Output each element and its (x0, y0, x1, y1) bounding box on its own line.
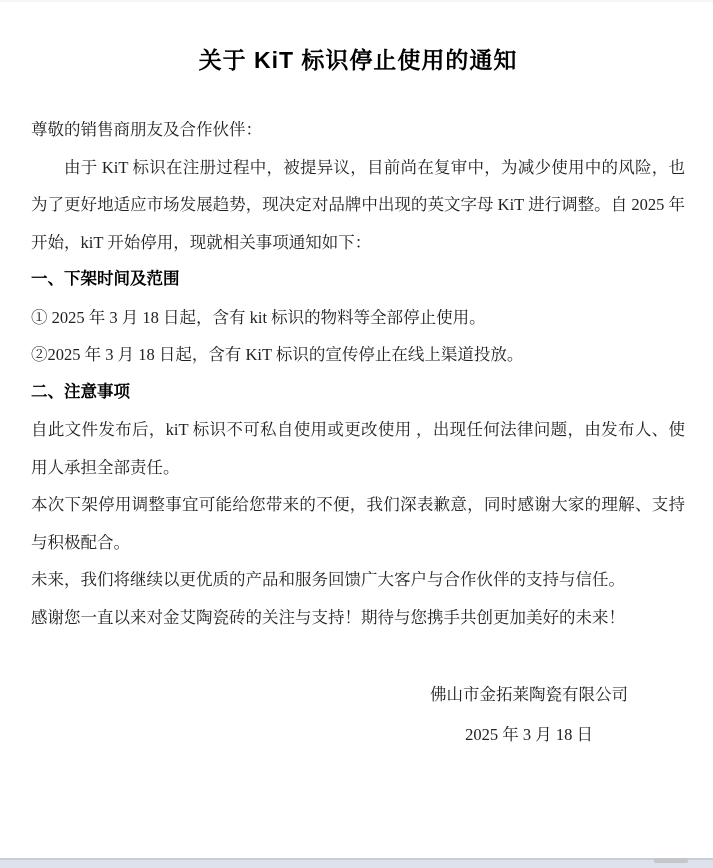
page-top-border (0, 0, 713, 2)
signature-date: 2025 年 3 月 18 日 (465, 725, 593, 744)
signature-company: 佛山市金拓莱陶瓷有限公司 (430, 685, 628, 704)
section2-paragraph-3: 未来，我们将继续以更优质的产品和服务回馈广大客户与合作伙伴的支持与信任。 (31, 570, 625, 589)
intro-paragraph: 由于 KiT 标识在注册过程中，被提异议，目前尚在复审中，为减少使用中的风险，也为了更好地适应市场发展趋势，现决定对品牌中出现的英文字母 KiT 进行调整。自 2025 年开始，kiT 开始停用，现就相关事项通知如下： (31, 157, 685, 252)
section2-paragraph-1: 自此文件发布后，kiT 标识不可私自使用或更改使用 ，出现任何法律问题，由发布人、使用人承担全部责任。 (31, 420, 685, 477)
section1-heading: 一、下架时间及范围 (31, 270, 180, 288)
salutation: 尊敬的销售商朋友及合作伙伴： (31, 120, 262, 139)
scrollbar-thumb[interactable] (654, 858, 688, 863)
section1-item-1: ① 2025 年 3 月 18 日起，含有 kit 标识的物料等全部停止使用。 (31, 307, 486, 327)
notice-title: 关于 KiT 标识停止使用的通知 (198, 47, 518, 73)
section2-paragraph-2: 本次下架停用调整事宜可能给您带来的不便，我们深表歉意，同时感谢大家的理解、支持与积极配合。 (31, 495, 685, 552)
horizontal-scrollbar[interactable] (0, 858, 713, 868)
section2-paragraph-4: 感谢您一直以来对金艾陶瓷砖的关注与支持！期待与您携手共创更加美好的未来！ (31, 607, 625, 627)
notice-body (31, 111, 685, 636)
signature-block (31, 675, 685, 755)
section2-heading: 二、注意事项 (31, 382, 130, 401)
section1-item-2: ②2025 年 3 月 18 日起，含有 KiT 标识的宣传停止在线上渠道投放。 (31, 345, 524, 364)
